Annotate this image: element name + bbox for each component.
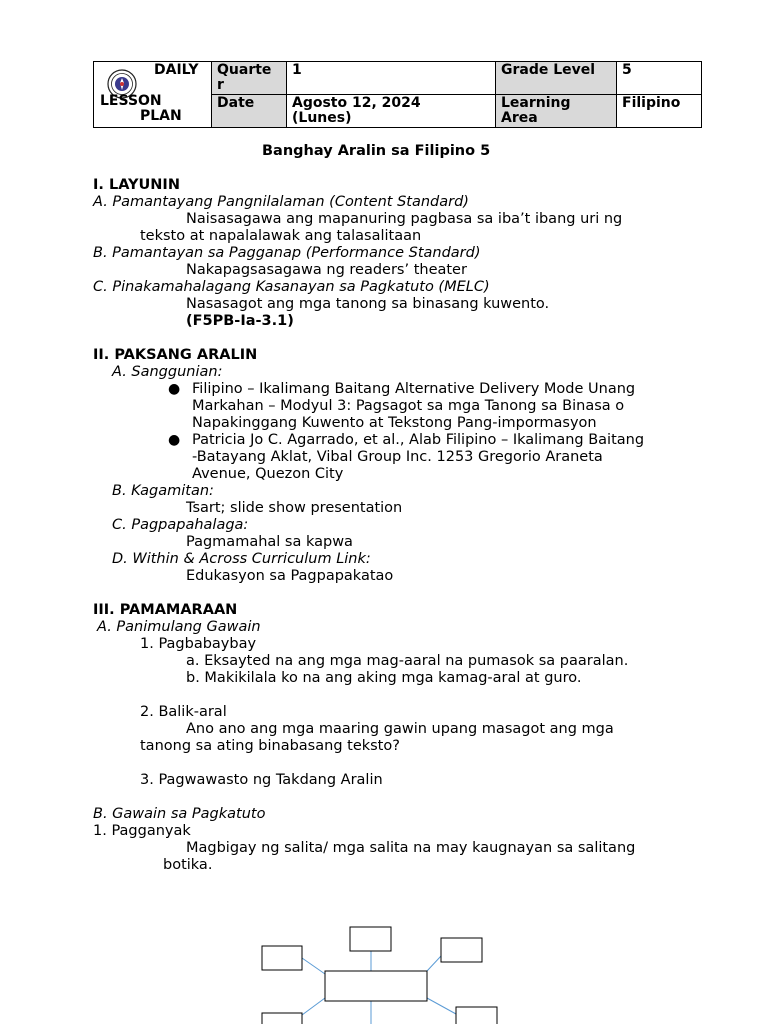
quarter-value: 1 xyxy=(287,62,496,95)
content-standard-text: Naisasagawa ang mapanuring pagbasa sa iba’t ibang uri ng xyxy=(186,211,623,227)
reference-2-line1: Patricia Jo C. Agarrado, et al., Alab Filipino – Ikalimang Baitang xyxy=(192,432,645,448)
pagbabaybay-item-a: a. Eksayted na ang mga mag-aaral na pumasok sa paaralan. xyxy=(186,653,629,669)
learning-area-value: Filipino xyxy=(617,95,702,128)
date-label: Date xyxy=(212,95,287,128)
web-connector xyxy=(302,998,325,1015)
web-connector xyxy=(427,956,441,971)
quarter-label: Quarte r xyxy=(212,62,287,95)
melc-text: Nasasagot ang mga tanong sa binasang kuwento. xyxy=(186,296,550,312)
content-standard-label: A. Pamantayang Pangnilalaman (Content Standard) xyxy=(93,194,469,210)
content-standard-text-cont: teksto at napalalawak ang talasalitaan xyxy=(140,228,422,244)
performance-standard-text: Nakapagsasagawa ng readers’ theater xyxy=(186,262,467,278)
web-outer-box xyxy=(441,938,482,962)
pagbabaybay-item-b: b. Makikilala ko na ang aking mga kamag-aral at guro. xyxy=(186,670,582,686)
grade-level-value: 5 xyxy=(617,62,702,95)
grade-level-label: Grade Level xyxy=(496,62,617,95)
web-outer-box xyxy=(262,946,302,970)
reference-2-line3: Avenue, Quezon City xyxy=(192,466,344,482)
curriculum-link-label: D. Within & Across Curriculum Link: xyxy=(112,551,371,567)
pagganyak-text-cont: botika. xyxy=(163,857,213,873)
performance-standard-label: B. Pamantayan sa Pagganap (Performance Standard) xyxy=(93,245,481,261)
balik-aral-text: Ano ano ang mga maaring gawin upang masagot ang mga xyxy=(186,721,614,737)
balik-aral-item: 2. Balik-aral xyxy=(140,704,227,720)
melc-code: (F5PB-Ia-3.1) xyxy=(186,313,294,329)
web-connector xyxy=(302,958,325,974)
kagamitan-label: B. Kagamitan: xyxy=(112,483,214,499)
bullet-icon: ● xyxy=(168,381,181,397)
reference-2-line2: -Batayang Aklat, Vibal Group Inc. 1253 Gregorio Araneta xyxy=(192,449,603,465)
learning-area-label: Learning Area xyxy=(496,95,617,128)
melc-label: C. Pinakamahalagang Kasanayan sa Pagkatuto (MELC) xyxy=(93,279,490,295)
section-layunin-heading: I. LAYUNIN xyxy=(93,177,180,193)
web-outer-box xyxy=(262,1013,302,1024)
sanggunian-label: A. Sanggunian: xyxy=(112,364,223,380)
page-title: Banghay Aralin sa Filipino 5 xyxy=(262,143,491,159)
dlp-label-daily: DAILY xyxy=(154,62,199,78)
reference-1-line3: Napakinggang Kuwento at Tekstong Pang-impormasyon xyxy=(192,415,597,431)
pagbabaybay-item: 1. Pagbabaybay xyxy=(140,636,257,652)
pagganyak-item: 1. Pagganyak xyxy=(93,823,191,839)
reference-1-line1: Filipino – Ikalimang Baitang Alternative Delivery Mode Unang xyxy=(192,381,636,397)
web-outer-box xyxy=(350,927,391,951)
date-value: Agosto 12, 2024 (Lunes) xyxy=(287,95,496,128)
dlp-label-lesson: LESSON xyxy=(100,93,162,109)
takdang-aralin-item: 3. Pagwawasto ng Takdang Aralin xyxy=(140,772,383,788)
balik-aral-text-cont: tanong sa ating binabasang teksto? xyxy=(140,738,400,754)
section-pamamaraan-heading: III. PAMAMARAAN xyxy=(93,602,238,618)
dlp-label-plan: PLAN xyxy=(140,108,182,124)
pagganyak-text: Magbigay ng salita/ mga salita na may kaugnayan sa salitang xyxy=(186,840,636,856)
bullet-icon: ● xyxy=(168,432,181,448)
pagpapahalaga-text: Pagmamahal sa kapwa xyxy=(186,534,353,550)
section-paksa-heading: II. PAKSANG ARALIN xyxy=(93,347,258,363)
gawain-sa-pagkatuto-label: B. Gawain sa Pagkatuto xyxy=(93,806,266,822)
panimulang-gawain-label: A. Panimulang Gawain xyxy=(97,619,261,635)
reference-1-line2: Markahan – Modyul 3: Pagsagot sa mga Tanong sa Binasa o xyxy=(192,398,625,414)
pagpapahalaga-label: C. Pagpapahalaga: xyxy=(112,517,249,533)
kagamitan-text: Tsart; slide show presentation xyxy=(186,500,403,516)
web-outer-box xyxy=(456,1007,497,1024)
web-connector xyxy=(427,998,456,1014)
curriculum-link-text: Edukasyon sa Pagpapakatao xyxy=(186,568,394,584)
web-center-box xyxy=(325,971,427,1001)
